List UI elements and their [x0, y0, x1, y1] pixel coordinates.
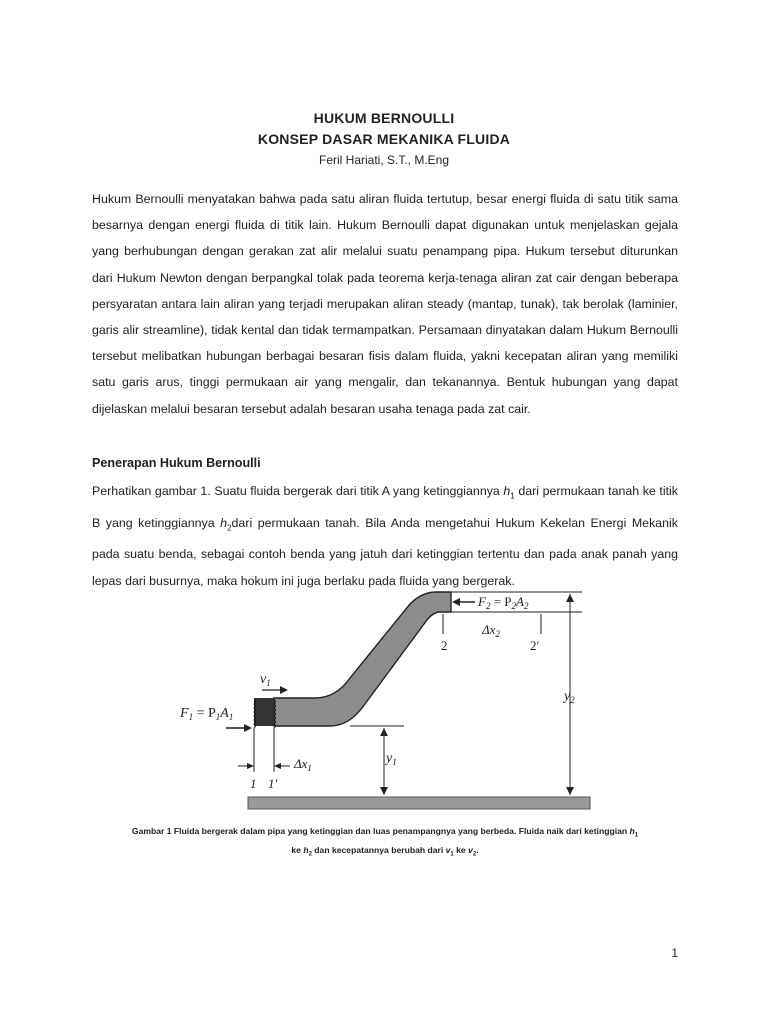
fluid-plug	[254, 698, 274, 726]
y2-arrow-bottom	[566, 787, 574, 795]
v1-arrowhead	[280, 686, 288, 694]
caption-h1-sub: 1	[634, 832, 639, 839]
y2-arrow-top	[566, 594, 574, 602]
y2-label: $y_2$	[564, 689, 575, 705]
page-subtitle: KONSEP DASAR MEKANIKA FLUIDA	[257, 131, 511, 147]
caption-v2: v	[468, 844, 473, 855]
y1-arrow-top	[380, 728, 388, 736]
f1-label: $F_1 = P_1A_1$	[180, 706, 234, 722]
para2-text-3: dari permukaan tanah. Bila Anda mengetahui Hukum Kekelan Energi Mekanik pada suatu benda, sebagai contoh benda yang jatuh dari ketinggian tertentu dan pada anak panah yang lepas dari busurnya, maka hokum ini juga berlaku pada fluida yang bergerak.	[92, 515, 678, 588]
dx2-label: $\Delta x_2$	[482, 622, 500, 639]
caption-text-3: dan kecepatannya berubah dari	[311, 844, 446, 855]
dx1-arrowhead-right	[274, 763, 281, 769]
pipe-body	[274, 592, 451, 726]
caption-h2: h	[303, 844, 309, 855]
figure-caption	[92, 824, 678, 861]
dx1-label: $\Delta x_1$	[294, 756, 312, 773]
h1-symbol: h	[503, 484, 511, 498]
h1-subscript: 1	[510, 491, 515, 501]
ground-surface	[248, 797, 590, 809]
caption-text-2: ke	[291, 844, 304, 855]
f2-label: $F_2 = P_2A_2$	[478, 594, 529, 611]
mark-1-prime: 1′	[268, 776, 278, 791]
v1-label: $v_1$	[260, 672, 271, 688]
application-paragraph	[92, 478, 678, 594]
intro-paragraph: Hukum Bernoulli menyatakan bahwa pada satu aliran fluida tertutup, besar energi fluida di satu titik sama besarnya dengan energi fluida di titik lain. Hukum Bernoulli dapat digunakan untuk menjelaskan gejala yang berhubungan dengan gerakan zat alir melalui suatu penampang pipa. Hukum tersebut diturunkan dari Hukum Newton dengan berpangkal tolak pada teorema kerja-tenaga aliran zat cair dengan beberapa persyaratan antara lain aliran yang terjadi merupakan aliran steady (mantap, tunak), tak berolak (laminier, garis alir streamline), tidak kental dan tidak termampatkan. Persamaan dinyatakan dalam Hukum Bernoulli tersebut melibatkan hubungan berbagai besaran fisis dalam fluida, yakni kecepatan aliran yang memiliki satu garis arus, tinggi permukaan air yang mengalir, dan tekanannya. Bentuk hubungan yang dapat dijelaskan melalui besaran tersebut adalah besaran usaha tenaga pada zat cair.	[92, 192, 678, 416]
caption-v1: v	[445, 844, 451, 855]
caption-text-4: ke	[453, 844, 469, 855]
section-heading: Penerapan Hukum Bernoulli	[92, 456, 261, 470]
h2-subscript: 2	[227, 523, 232, 533]
caption-text-1: Gambar 1 Fluida bergerak dalam pipa yang ketinggian dan luas penampangnya yang berbeda. Fluida naik dari ketinggian	[131, 826, 630, 836]
page-number: 1	[671, 946, 678, 960]
f2-arrowhead	[452, 598, 460, 606]
caption-v1-sub: 1	[450, 851, 454, 858]
page-title: HUKUM BERNOULLI	[313, 110, 455, 126]
caption-line-1	[92, 824, 678, 843]
mark-2: 2	[441, 638, 448, 653]
y1-label: $y_1$	[386, 751, 397, 767]
mark-1: 1	[250, 776, 257, 791]
y1-arrow-bottom	[380, 787, 388, 795]
caption-v2-sub: 2	[472, 851, 477, 858]
caption-h2-sub: 2	[308, 851, 312, 858]
caption-text-5: .	[476, 844, 479, 855]
para2-text-1: Perhatikan gambar 1. Suatu fluida bergerak dari titik A yang ketinggiannya	[92, 484, 504, 498]
para2-text-2: dari permukaan tanah ke titik B yang ketinggiannya	[92, 484, 678, 530]
mark-2-prime: 2′	[530, 638, 540, 653]
dx1-arrowhead-left	[247, 763, 254, 769]
f1-arrowhead	[244, 724, 252, 732]
caption-h1: h	[629, 826, 635, 836]
h2-symbol: h	[220, 515, 228, 530]
bernoulli-pipe-figure	[170, 584, 600, 820]
author-line: Feril Hariati, S.T., M.Eng	[318, 153, 450, 167]
caption-line-2	[92, 843, 678, 862]
